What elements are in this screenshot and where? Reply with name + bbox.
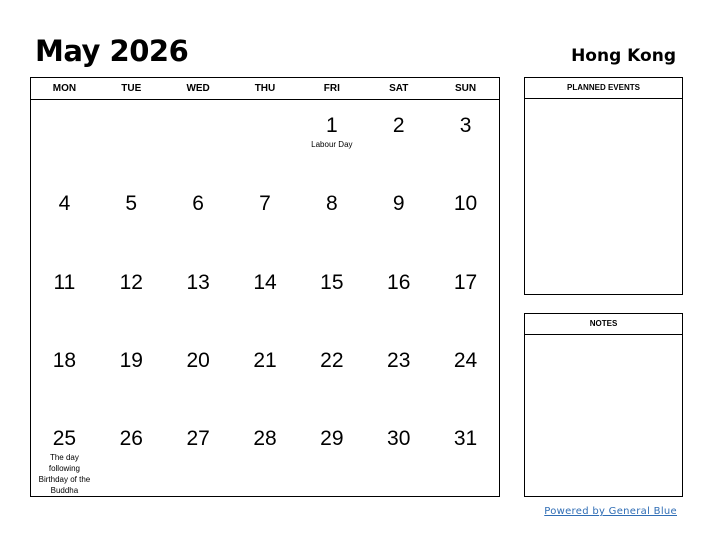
calendar-grid: [30, 77, 500, 497]
day-cell: [31, 335, 98, 413]
day-cell: [432, 178, 499, 256]
day-cell: [98, 413, 165, 496]
weekday-wed: WED: [186, 83, 210, 94]
day-cell: [232, 100, 299, 178]
weekday-sat: SAT: [389, 83, 409, 94]
holiday-label: The day following Birthday of the Buddha: [38, 453, 91, 495]
day-cell: [165, 335, 232, 413]
day-cell: [31, 100, 98, 178]
day-cell: [98, 257, 165, 335]
day-cell: [298, 335, 365, 413]
day-cell: [98, 100, 165, 178]
page-title: May 2026: [35, 34, 189, 68]
day-number: 20: [186, 348, 210, 372]
day-number: 5: [125, 192, 138, 216]
weekday-tue: TUE: [121, 83, 142, 94]
day-number: 9: [392, 192, 405, 216]
day-cell: [298, 100, 365, 178]
day-cell: [298, 257, 365, 335]
day-number: 21: [253, 348, 277, 372]
day-cell: [365, 178, 432, 256]
day-number: 16: [387, 270, 411, 294]
day-number: 26: [119, 427, 143, 450]
day-cell: [165, 413, 232, 496]
notes-panel: [524, 313, 683, 497]
day-number: 12: [119, 270, 143, 294]
planned-events-panel: [524, 77, 683, 295]
day-number: 29: [320, 427, 344, 450]
day-cell: [432, 335, 499, 413]
day-number: 6: [192, 192, 204, 216]
notes-title: NOTES: [525, 314, 682, 335]
day-cell: [232, 257, 299, 335]
day-number: 28: [253, 427, 277, 450]
day-cell: [165, 100, 232, 178]
day-cell: [31, 257, 98, 335]
planned-events-title: PLANNED EVENTS: [525, 78, 682, 99]
day-number: 7: [259, 192, 271, 216]
day-number: 14: [253, 270, 277, 294]
day-number: 27: [186, 427, 210, 450]
day-cell: [165, 257, 232, 335]
day-number: 19: [119, 348, 143, 372]
weekday-header-row: [31, 78, 499, 100]
day-cell: [232, 178, 299, 256]
day-number: 10: [453, 192, 478, 216]
powered-by-link[interactable]: Powered by General Blue: [544, 506, 677, 517]
day-number: 3: [459, 114, 472, 137]
day-number: 23: [387, 348, 411, 372]
day-cell: [365, 335, 432, 413]
calendar-body: [31, 100, 499, 496]
day-number: 24: [453, 348, 478, 372]
day-number: 31: [453, 427, 478, 450]
day-number: 17: [453, 270, 478, 294]
day-cell: [432, 413, 499, 496]
day-cell: [365, 413, 432, 496]
day-number: 4: [58, 192, 71, 216]
day-cell: [298, 178, 365, 256]
day-cell: [98, 178, 165, 256]
day-cell: [31, 178, 98, 256]
day-cell: [98, 335, 165, 413]
day-number: 22: [320, 348, 344, 372]
day-number: 30: [387, 427, 411, 450]
day-cell: [432, 100, 499, 178]
region-label: Hong Kong: [571, 46, 676, 66]
day-cell: [31, 413, 98, 496]
day-cell: [365, 100, 432, 178]
day-number: 13: [186, 270, 210, 294]
day-number: 15: [320, 270, 344, 294]
day-number: 25: [52, 427, 77, 450]
day-cell: [232, 413, 299, 496]
day-cell: [432, 257, 499, 335]
day-cell: [232, 335, 299, 413]
day-cell: [298, 413, 365, 496]
day-number: 18: [52, 348, 77, 372]
day-cell: [165, 178, 232, 256]
day-number: 11: [53, 270, 76, 294]
weekday-thu: THU: [254, 83, 276, 94]
day-cell: [365, 257, 432, 335]
weekday-mon: MON: [52, 83, 77, 94]
day-number: 8: [326, 192, 338, 216]
day-number: 1: [326, 114, 338, 137]
day-number: 2: [392, 114, 405, 137]
weekday-sun: SUN: [455, 83, 477, 94]
weekday-fri: FRI: [323, 83, 340, 94]
holiday-label: Labour Day: [311, 140, 353, 149]
